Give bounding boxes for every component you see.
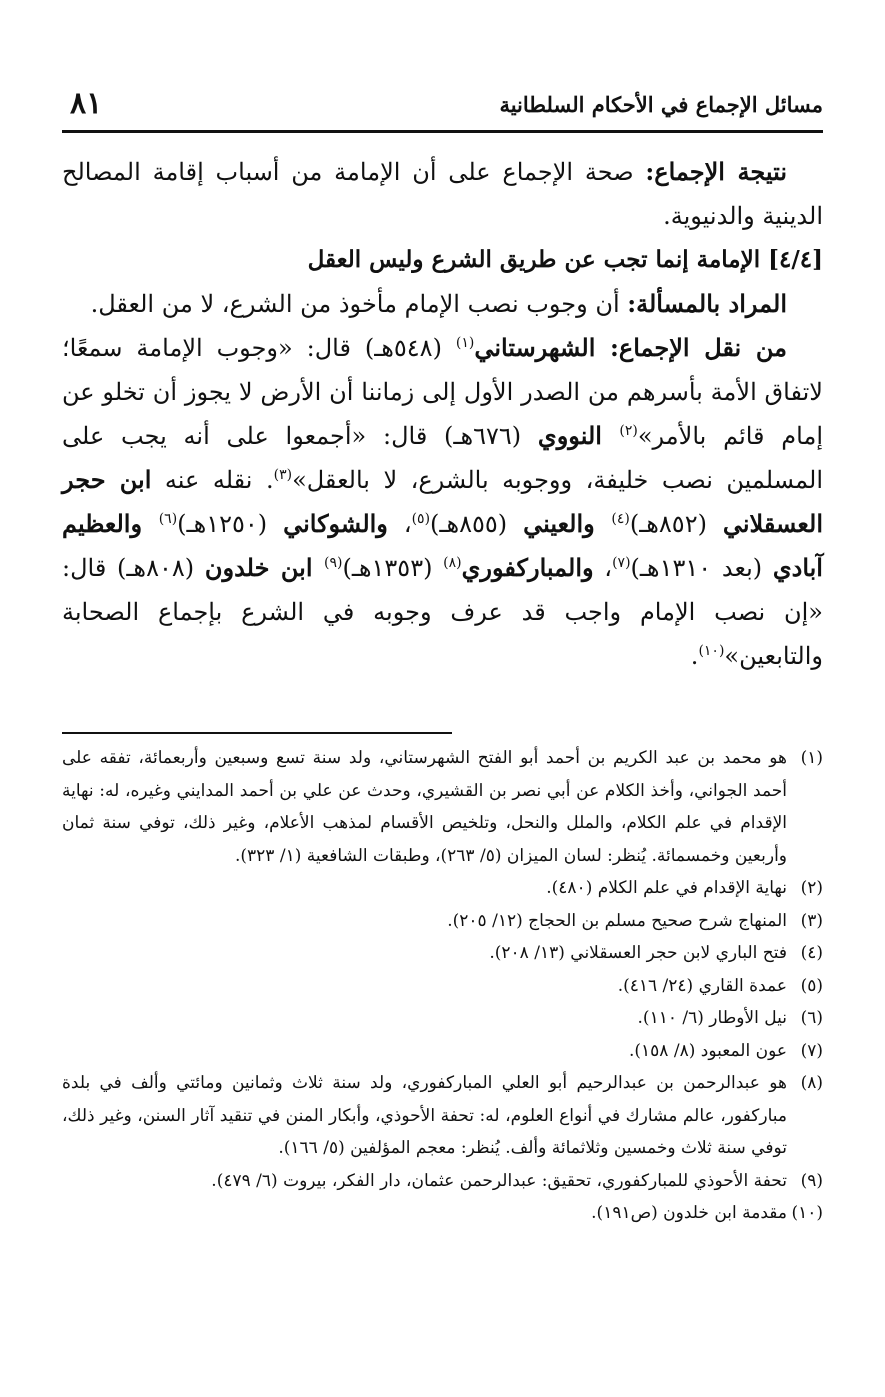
footnote	[62, 970, 823, 1003]
body-text: . نقله عنه	[151, 466, 274, 494]
body-text: (١٢٥٠هـ)	[177, 510, 284, 538]
footnote-number: (٩)	[800, 1170, 823, 1191]
footnote-separator	[62, 732, 452, 734]
footnote-number: (٦)	[800, 1008, 823, 1028]
footnote-ref[interactable]: (٨)	[443, 555, 462, 571]
footnote-ref[interactable]: (٥)	[411, 511, 431, 527]
body-text: (١٣٥٣هـ)	[342, 554, 444, 582]
footnote-number: (٨)	[800, 1073, 823, 1093]
running-title: مسائل الإجماع في الأحكام السلطانية	[499, 92, 823, 117]
result-text: صحة الإجماع على أن الإمامة من أسباب إقامة المصالح الدينية والدنيوية.	[62, 158, 823, 230]
paragraph-consensus	[62, 326, 823, 678]
body-text: (٨٥٢هـ)	[629, 510, 723, 538]
footnote-ref[interactable]: (٧)	[612, 555, 631, 571]
footnote-number: (٤)	[800, 943, 823, 963]
footnote-ref[interactable]: (٤)	[611, 511, 630, 527]
body-text: .	[690, 642, 699, 670]
footnote-text: نيل الأوطار (٦/ ١١٠).	[637, 1008, 787, 1028]
scholar-name: والشوكاني	[283, 509, 388, 538]
paragraph-result	[62, 150, 823, 238]
scholar-name: الشهرستاني	[474, 333, 611, 362]
result-label: نتيجة الإجماع:	[645, 157, 788, 186]
footnote-ref[interactable]: (٢)	[619, 423, 638, 439]
footnote-number: (١)	[800, 748, 823, 768]
section-heading: [٤/٤] الإمامة إنما تجب عن طريق الشرع وليس العقل	[307, 246, 823, 273]
scholar-name: والعيني	[523, 509, 612, 538]
footnote	[62, 1035, 823, 1068]
consensus-label: من نقل الإجماع:	[610, 333, 788, 362]
footnote	[62, 872, 823, 905]
quote-text: (٥٤٨هـ) قال: «وجوب الإمامة سمعًا؛ لاتفاق الأمة بأسرهم من الصدر الأول إلى زماننا أن الأرض لا يجوز أن تخلو عن إمام قائم بالأمر»	[62, 334, 823, 450]
footnote	[62, 1165, 823, 1198]
meaning-label: المراد بالمسألة:	[627, 289, 787, 318]
footnote-ref[interactable]: (٦)	[158, 511, 178, 527]
quote-text: (٨٠٨هـ) قال: «إن نصب الإمام واجب قد عرف وجوبه في الشرع بإجماع الصحابة والتابعين»	[62, 554, 823, 670]
body-text: ،	[593, 554, 613, 582]
scholar-name: ابن خلدون	[204, 553, 324, 582]
footnote-text: هو محمد بن عبد الكريم بن أحمد أبو الفتح الشهرستاني، ولد سنة تسع وسبعين وأربعمائة، تفقه على أحمد الجواني، وأخذ الكلام عن أبي نصر بن القشيري، وحدث عن علي بن أحمد المدايني وغيره، له: نهاية الإقدام في علم الكلام، والملل والنحل، وتلخيص الأقسام لمذهب الأعلام، وغير ذلك، توفي سنة ثمان وأربعين وخمسمائة. يُنظر: لسان الميزان (٥/ ٢٦٣)، وطبقات الشافعية (١/ ٣٢٣).	[62, 748, 787, 866]
footnote-text: عمدة القاري (٢٤/ ٤١٦).	[617, 975, 787, 996]
footnote-ref[interactable]: (١)	[455, 335, 475, 351]
footnote-ref[interactable]: (١٠)	[698, 643, 725, 659]
footnote-number: (٧)	[800, 1040, 823, 1061]
footnote-ref[interactable]: (٣)	[273, 467, 293, 483]
footnote-text: عون المعبود (٨/ ١٥٨).	[629, 1040, 787, 1061]
footnote-number: (٥)	[800, 975, 823, 996]
footnote-number: (١٠)	[791, 1203, 823, 1223]
footnote-text: مقدمة ابن خلدون (ص١٩١).	[591, 1203, 787, 1223]
page-header	[62, 86, 823, 133]
meaning-text: أن وجوب نصب الإمام مأخوذ من الشرع، لا من العقل.	[90, 290, 628, 318]
scholar-name: والمباركفوري	[461, 553, 594, 582]
footnote	[62, 1002, 823, 1035]
scholar-name: والعظيم آبادي	[62, 509, 823, 582]
quote-text: (٦٧٦هـ) قال: «أجمعوا على أنه يجب على المسلمين نصب خليفة، ووجوبه بالشرع، لا بالعقل»	[62, 422, 824, 494]
page-number: ٨١	[70, 86, 103, 121]
body-text: (بعد ١٣١٠هـ)	[630, 554, 773, 582]
footnote	[62, 742, 823, 872]
footnote-text: هو عبدالرحمن بن عبدالرحيم أبو العلي المباركفوري، ولد سنة ثلاث وثمانين ومائتي وألف في بلدة مباركفور، عالم مشارك في أنواع العلوم، له: تحفة الأحوذي، وأبكار المنن في تنقيد آثار السنن، وغير ذلك، توفي سنة ثلاث وخمسين وثلاثمائة وألف. يُنظر: معجم المؤلفين (٥/ ١٦٦).	[62, 1073, 787, 1158]
paragraph-meaning	[62, 282, 823, 326]
body-text: (٨٥٥هـ)	[430, 510, 524, 538]
body-text: ،	[387, 510, 412, 538]
footnote	[62, 1067, 823, 1165]
footnotes	[62, 742, 823, 1230]
footnote-text: المنهاج شرح صحيح مسلم بن الحجاج (١٢/ ٢٠٥).	[447, 910, 787, 931]
scholar-name: النووي	[537, 421, 620, 450]
main-text	[62, 150, 823, 678]
footnote	[62, 905, 823, 938]
footnote-text: نهاية الإقدام في علم الكلام (٤٨٠).	[546, 878, 787, 898]
footnote-text: تحفة الأحوذي للمباركفوري، تحقيق: عبدالرحمن عثمان، دار الفكر، بيروت (٦/ ٤٧٩).	[211, 1170, 787, 1191]
footnote	[62, 937, 823, 970]
scholar-name: ابن حجر العسقلاني	[62, 465, 823, 538]
footnote-text: فتح الباري لابن حجر العسقلاني (١٣/ ٢٠٨).	[489, 943, 787, 963]
footnote-number: (٣)	[800, 910, 823, 931]
footnote	[62, 1197, 823, 1230]
footnote-ref[interactable]: (٩)	[323, 555, 343, 571]
footnote-number: (٢)	[800, 878, 823, 898]
